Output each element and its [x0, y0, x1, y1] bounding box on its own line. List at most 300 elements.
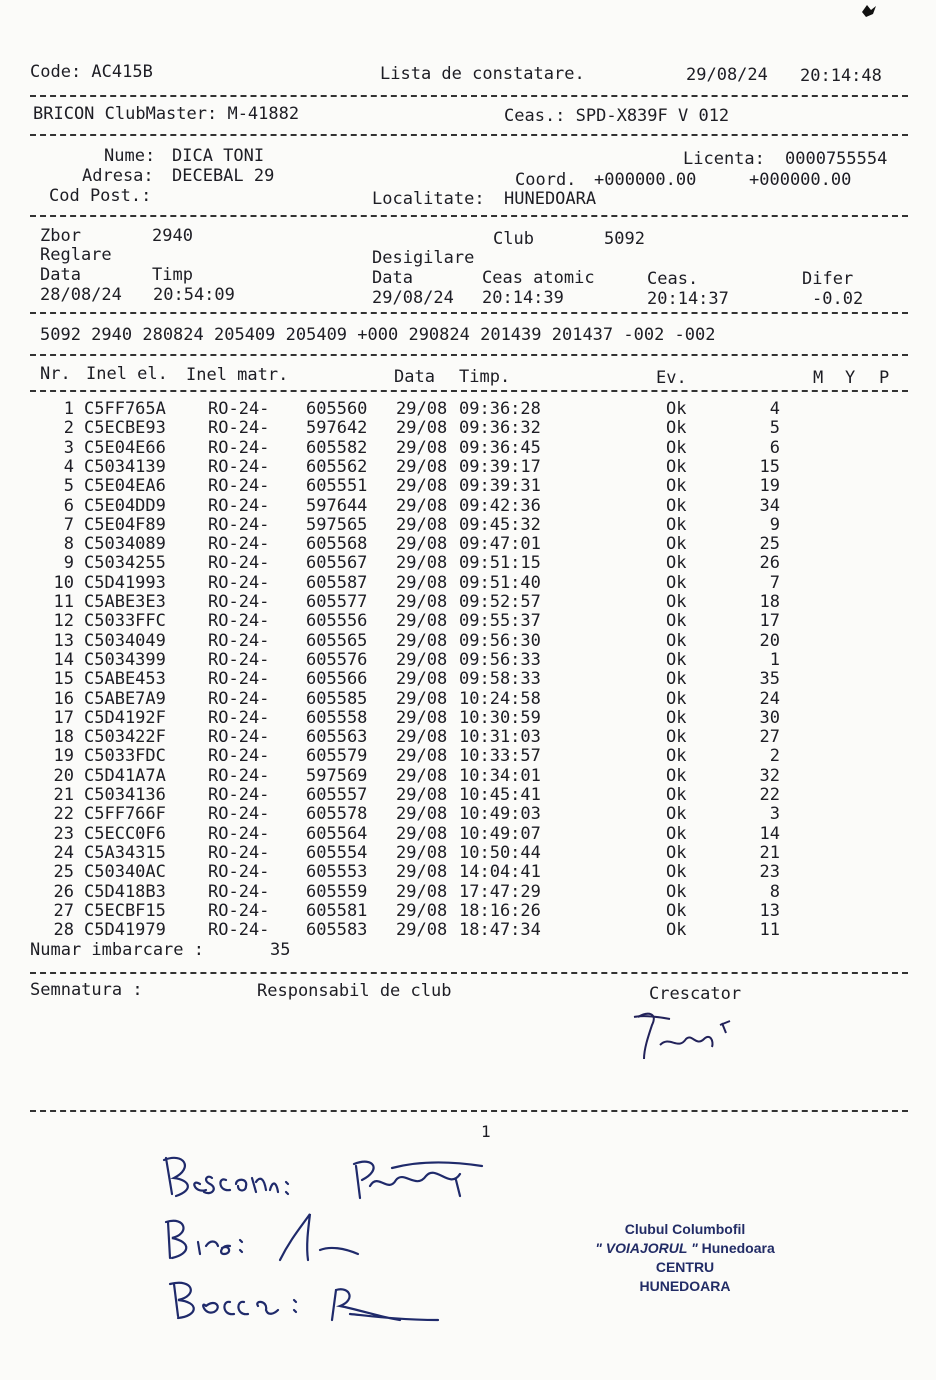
stamp-line-2 [560, 1239, 810, 1258]
event-status: Ok [666, 765, 687, 786]
header-ring-el: Inel el. [86, 364, 168, 384]
arrival-date: 29/08 [396, 418, 448, 439]
arrival-time: 09:39:17 [459, 456, 541, 477]
unseal-date: 29/08/24 [372, 288, 454, 308]
position: 8 [769, 881, 780, 902]
atomic-clock-label: Ceas atomic [482, 268, 595, 288]
arrival-time: 18:16:26 [459, 900, 541, 921]
event-status: Ok [666, 456, 687, 477]
electronic-ring: C5FF765A [84, 399, 166, 419]
ring-number: 605558 [306, 707, 368, 728]
position: 34 [759, 495, 780, 516]
header-p: P [879, 368, 890, 388]
license-number: 0000755554 [785, 149, 888, 169]
table-row [0, 844, 936, 863]
coord-value-1: +000000.00 [594, 170, 697, 190]
electronic-ring: C50340AC [84, 862, 166, 883]
signature-label: Semnatura : [30, 980, 143, 1000]
coord-label: Coord. [515, 170, 577, 190]
table-row [0, 419, 936, 438]
arrival-date: 29/08 [396, 900, 448, 921]
row-number: 13 [53, 630, 74, 651]
header-y: Y [845, 368, 856, 388]
arrival-date: 29/08 [396, 514, 448, 535]
arrival-time: 10:30:59 [459, 707, 541, 728]
divider [30, 215, 908, 217]
setting-date: 28/08/24 [40, 285, 122, 305]
table-row [0, 902, 936, 921]
address-label: Adresa: [82, 166, 154, 186]
clock-id: Ceas.: SPD-X839F V 012 [504, 106, 730, 126]
row-number: 26 [53, 881, 74, 902]
ring-number: 605581 [306, 900, 368, 921]
clubmaster-id: BRICON ClubMaster: M-41882 [33, 104, 300, 124]
position: 1 [769, 649, 780, 670]
ring-prefix: RO-24- [208, 842, 270, 863]
club-number: 5092 [604, 229, 645, 249]
electronic-ring: C5E04F89 [84, 514, 166, 535]
electronic-ring: C5D41A7A [84, 765, 166, 786]
arrival-time: 09:56:33 [459, 649, 541, 670]
event-status: Ok [666, 592, 687, 612]
ring-prefix: RO-24- [208, 514, 270, 535]
arrival-date: 29/08 [396, 881, 448, 902]
ring-prefix: RO-24- [208, 437, 270, 458]
event-status: Ok [666, 534, 687, 555]
arrival-date: 29/08 [396, 553, 448, 574]
owner-name: DICA TONI [172, 146, 265, 166]
event-status: Ok [666, 553, 687, 574]
setting-date-label: Data [40, 265, 81, 285]
table-row [0, 805, 936, 824]
flight-code-line: 5092 2940 280824 205409 205409 +000 290824 201439 201437 -002 -002 [40, 325, 716, 345]
ring-number: 605565 [306, 630, 368, 651]
row-number: 16 [53, 688, 74, 709]
electronic-ring: C5A34315 [84, 842, 166, 863]
position: 32 [759, 765, 780, 786]
arrival-time: 09:36:45 [459, 437, 541, 458]
divider [30, 95, 908, 97]
setting-label: Reglare [40, 245, 112, 265]
club-label: Club [493, 229, 534, 249]
table-row [0, 477, 936, 496]
ring-number: 605560 [306, 399, 368, 419]
ring-number: 597642 [306, 418, 368, 439]
arrival-time: 09:45:32 [459, 514, 541, 535]
print-time: 20:14:48 [800, 66, 882, 86]
arrival-date: 29/08 [396, 842, 448, 863]
table-row [0, 863, 936, 882]
arrival-date: 29/08 [396, 437, 448, 458]
position: 30 [759, 707, 780, 728]
ring-prefix: RO-24- [208, 553, 270, 574]
electronic-ring: C5ABE453 [84, 669, 166, 690]
table-row [0, 767, 936, 786]
ring-prefix: RO-24- [208, 765, 270, 786]
arrival-time: 09:51:40 [459, 572, 541, 593]
table-row [0, 690, 936, 709]
position: 7 [769, 572, 780, 593]
ring-number: 605562 [306, 456, 368, 477]
ring-number: 605587 [306, 572, 368, 593]
table-row [0, 400, 936, 419]
row-number: 4 [63, 456, 74, 477]
event-status: Ok [666, 707, 687, 728]
arrival-date: 29/08 [396, 804, 448, 825]
event-status: Ok [666, 514, 687, 535]
header-ring-matr: Inel matr. [186, 365, 289, 385]
electronic-ring: C5ABE3E3 [84, 592, 166, 612]
divider [30, 312, 908, 314]
row-number: 25 [53, 862, 74, 883]
electronic-ring: C5034139 [84, 456, 166, 477]
arrival-time: 09:51:15 [459, 553, 541, 574]
stamp-club-name: " VOIAJORUL " [595, 1240, 698, 1256]
ring-prefix: RO-24- [208, 630, 270, 651]
ink-speck-mark [858, 2, 880, 20]
ring-number: 605585 [306, 688, 368, 709]
arrival-date: 29/08 [396, 630, 448, 651]
position: 27 [759, 727, 780, 748]
arrival-date: 29/08 [396, 746, 448, 767]
electronic-ring: C5FF766F [84, 804, 166, 825]
electronic-ring: C503422F [84, 727, 166, 748]
breeder-label: Crescator [649, 984, 742, 1004]
ring-prefix: RO-24- [208, 456, 270, 477]
handwritten-notes [160, 1150, 490, 1330]
arrival-time: 10:49:03 [459, 804, 541, 825]
ring-prefix: RO-24- [208, 649, 270, 670]
electronic-ring: C5ECC0F6 [84, 823, 166, 844]
ring-prefix: RO-24- [208, 920, 270, 941]
ring-number: 597565 [306, 514, 368, 535]
unseal-label: Desigilare [372, 248, 475, 268]
row-number: 1 [63, 399, 74, 419]
header-m: M [813, 368, 824, 388]
electronic-ring: C5D4192F [84, 707, 166, 728]
print-date: 29/08/24 [686, 65, 768, 85]
arrival-time: 14:04:41 [459, 862, 541, 883]
row-number: 28 [53, 920, 74, 941]
ring-prefix: RO-24- [208, 611, 270, 632]
event-status: Ok [666, 727, 687, 748]
row-number: 24 [53, 842, 74, 863]
ring-number: 605557 [306, 785, 368, 805]
breeder-signature [630, 1005, 740, 1065]
event-status: Ok [666, 823, 687, 844]
arrival-date: 29/08 [396, 495, 448, 516]
electronic-ring: C5E04E66 [84, 437, 166, 458]
page-number: 1 [481, 1122, 491, 1141]
arrival-date: 29/08 [396, 592, 448, 612]
event-status: Ok [666, 842, 687, 863]
arrival-date: 29/08 [396, 785, 448, 805]
electronic-ring: C5033FDC [84, 746, 166, 767]
header-time: Timp. [459, 367, 511, 387]
ring-number: 605576 [306, 649, 368, 670]
arrival-time: 10:31:03 [459, 727, 541, 748]
arrival-date: 29/08 [396, 727, 448, 748]
arrival-date: 29/08 [396, 688, 448, 709]
arrival-date: 29/08 [396, 669, 448, 690]
ring-prefix: RO-24- [208, 881, 270, 902]
row-number: 2 [63, 418, 74, 439]
row-number: 7 [63, 514, 74, 535]
table-row [0, 497, 936, 516]
position: 14 [759, 823, 780, 844]
arrival-date: 29/08 [396, 862, 448, 883]
stamp-city: Hunedoara [701, 1240, 775, 1256]
row-number: 3 [63, 437, 74, 458]
ring-number: 605582 [306, 437, 368, 458]
event-status: Ok [666, 418, 687, 439]
ring-prefix: RO-24- [208, 727, 270, 748]
coord-value-2: +000000.00 [749, 170, 852, 190]
event-status: Ok [666, 669, 687, 690]
arrival-date: 29/08 [396, 399, 448, 419]
electronic-ring: C5ABE7A9 [84, 688, 166, 709]
license-label: Licenta: [683, 149, 765, 169]
electronic-ring: C5034049 [84, 630, 166, 651]
table-row [0, 574, 936, 593]
electronic-ring: C5D41979 [84, 920, 166, 941]
event-status: Ok [666, 630, 687, 651]
embark-count: 35 [270, 940, 291, 960]
table-row [0, 883, 936, 902]
row-number: 21 [53, 785, 74, 805]
arrival-time: 09:52:57 [459, 592, 541, 612]
event-status: Ok [666, 881, 687, 902]
club-responsible-label: Responsabil de club [257, 981, 452, 1001]
position: 25 [759, 534, 780, 555]
flight-label: Zbor [40, 226, 81, 246]
event-status: Ok [666, 649, 687, 670]
ring-prefix: RO-24- [208, 592, 270, 612]
table-row [0, 612, 936, 631]
club-stamp [560, 1220, 810, 1296]
ring-number: 605559 [306, 881, 368, 902]
table-row [0, 786, 936, 805]
position: 9 [769, 514, 780, 535]
ring-number: 605556 [306, 611, 368, 632]
position: 3 [769, 804, 780, 825]
ring-number: 605577 [306, 592, 368, 612]
arrival-date: 29/08 [396, 534, 448, 555]
arrival-date: 29/08 [396, 611, 448, 632]
arrival-date: 29/08 [396, 707, 448, 728]
event-status: Ok [666, 862, 687, 883]
event-status: Ok [666, 746, 687, 767]
clock-label: Ceas. [647, 269, 699, 289]
table-row [0, 593, 936, 612]
ring-prefix: RO-24- [208, 399, 270, 419]
ring-number: 597644 [306, 495, 368, 516]
position: 17 [759, 611, 780, 632]
position: 26 [759, 553, 780, 574]
electronic-ring: C5034399 [84, 649, 166, 670]
table-row [0, 458, 936, 477]
table-row [0, 670, 936, 689]
code-label: Code: AC415B [30, 62, 153, 82]
position: 4 [769, 399, 780, 419]
row-number: 6 [63, 495, 74, 516]
ring-number: 605583 [306, 920, 368, 941]
electronic-ring: C5E04DD9 [84, 495, 166, 516]
table-row [0, 516, 936, 535]
position: 35 [759, 669, 780, 690]
embark-label: Numar imbarcare : [30, 940, 204, 960]
row-number: 12 [53, 611, 74, 632]
ring-number: 597569 [306, 765, 368, 786]
locality-value: HUNEDOARA [504, 189, 597, 209]
setting-time: 20:54:09 [153, 285, 235, 305]
row-number: 18 [53, 727, 74, 748]
ring-prefix: RO-24- [208, 804, 270, 825]
position: 18 [759, 592, 780, 612]
header-nr: Nr. [40, 364, 71, 384]
position: 11 [759, 920, 780, 941]
arrival-time: 18:47:34 [459, 920, 541, 941]
electronic-ring: C5E04EA6 [84, 476, 166, 497]
row-number: 11 [53, 592, 74, 612]
ring-number: 605579 [306, 746, 368, 767]
row-number: 22 [53, 804, 74, 825]
table-row [0, 535, 936, 554]
position: 19 [759, 476, 780, 497]
ring-number: 605554 [306, 842, 368, 863]
arrival-date: 29/08 [396, 456, 448, 477]
table-row [0, 632, 936, 651]
row-number: 10 [53, 572, 74, 593]
event-status: Ok [666, 399, 687, 419]
ring-prefix: RO-24- [208, 572, 270, 593]
difference-value: -0.02 [812, 289, 864, 309]
ring-prefix: RO-24- [208, 418, 270, 439]
divider [30, 390, 908, 392]
arrival-time: 09:42:36 [459, 495, 541, 516]
table-row [0, 554, 936, 573]
event-status: Ok [666, 572, 687, 593]
event-status: Ok [666, 900, 687, 921]
arrival-time: 10:34:01 [459, 765, 541, 786]
divider [30, 972, 908, 974]
ring-number: 605568 [306, 534, 368, 555]
position: 24 [759, 688, 780, 709]
ring-prefix: RO-24- [208, 900, 270, 921]
stamp-line-4: HUNEDOARA [639, 1278, 731, 1294]
row-number: 20 [53, 765, 74, 786]
ring-prefix: RO-24- [208, 707, 270, 728]
ring-prefix: RO-24- [208, 534, 270, 555]
arrival-date: 29/08 [396, 476, 448, 497]
position: 22 [759, 785, 780, 805]
atomic-time: 20:14:39 [482, 288, 564, 308]
arrival-date: 29/08 [396, 765, 448, 786]
arrival-time: 09:36:32 [459, 418, 541, 439]
name-label: Nume: [104, 146, 156, 166]
arrival-time: 10:33:57 [459, 746, 541, 767]
row-number: 19 [53, 746, 74, 767]
position: 6 [769, 437, 780, 458]
ring-number: 605566 [306, 669, 368, 690]
arrival-date: 29/08 [396, 823, 448, 844]
event-status: Ok [666, 611, 687, 632]
ring-prefix: RO-24- [208, 669, 270, 690]
row-number: 15 [53, 669, 74, 690]
event-status: Ok [666, 495, 687, 516]
position: 20 [759, 630, 780, 651]
ring-number: 605551 [306, 476, 368, 497]
position: 5 [769, 418, 780, 439]
arrival-time: 09:55:37 [459, 611, 541, 632]
electronic-ring: C5ECBF15 [84, 900, 166, 921]
arrival-time: 09:58:33 [459, 669, 541, 690]
arrival-time: 09:56:30 [459, 630, 541, 651]
table-row [0, 651, 936, 670]
difference-label: Difer [802, 269, 854, 289]
arrival-time: 09:39:31 [459, 476, 541, 497]
divider [30, 1110, 908, 1112]
ring-number: 605553 [306, 862, 368, 883]
event-status: Ok [666, 785, 687, 805]
position: 15 [759, 456, 780, 477]
position: 23 [759, 862, 780, 883]
row-number: 17 [53, 707, 74, 728]
electronic-ring: C5D41993 [84, 572, 166, 593]
document-title: Lista de constatare. [380, 64, 585, 84]
ring-prefix: RO-24- [208, 862, 270, 883]
arrival-time: 09:36:28 [459, 399, 541, 419]
locality-label: Localitate: [372, 189, 485, 209]
arrival-time: 10:24:58 [459, 688, 541, 709]
ring-prefix: RO-24- [208, 476, 270, 497]
arrival-time: 10:49:07 [459, 823, 541, 844]
ring-prefix: RO-24- [208, 785, 270, 805]
event-status: Ok [666, 804, 687, 825]
ring-prefix: RO-24- [208, 495, 270, 516]
owner-address: DECEBAL 29 [172, 166, 275, 186]
postal-code-label: Cod Post.: [49, 186, 152, 206]
stamp-line-3: CENTRU [655, 1259, 715, 1275]
event-status: Ok [666, 920, 687, 941]
table-row [0, 709, 936, 728]
row-number: 23 [53, 823, 74, 844]
arrival-date: 29/08 [396, 649, 448, 670]
divider [30, 134, 908, 136]
table-row [0, 825, 936, 844]
position: 2 [769, 746, 780, 767]
arrival-time: 10:45:41 [459, 785, 541, 805]
row-number: 5 [63, 476, 74, 497]
ring-number: 605563 [306, 727, 368, 748]
electronic-ring: C5D418B3 [84, 881, 166, 902]
electronic-ring: C5033FFC [84, 611, 166, 632]
table-row [0, 439, 936, 458]
event-status: Ok [666, 688, 687, 709]
header-date: Data [394, 367, 435, 387]
ring-prefix: RO-24- [208, 746, 270, 767]
electronic-ring: C5034136 [84, 785, 166, 805]
row-number: 8 [63, 534, 74, 555]
position: 13 [759, 900, 780, 921]
ring-number: 605578 [306, 804, 368, 825]
row-number: 27 [53, 900, 74, 921]
table-row [0, 728, 936, 747]
arrival-time: 09:47:01 [459, 534, 541, 555]
arrival-date: 29/08 [396, 920, 448, 941]
divider [30, 354, 908, 356]
electronic-ring: C5034089 [84, 534, 166, 555]
